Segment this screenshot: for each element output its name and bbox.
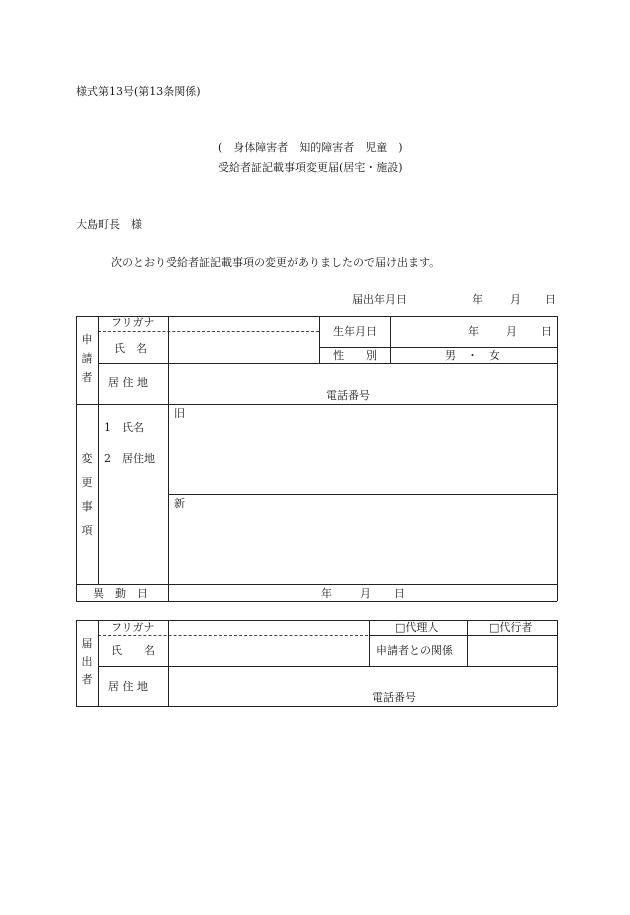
proxy-checkbox-label[interactable]: □代行者 [489,621,533,634]
notifier-furigana-label: フリガナ [111,621,155,634]
change-date-label: 異 動 日 [93,587,148,600]
title-categories: ( 身体障害者 知的障害者 児童 ) [218,141,403,154]
relation-label: 申請者との関係 [376,644,453,657]
addressee: 大島町長 様 [76,218,142,231]
sex-options: 男 ・ 女 [445,349,500,362]
agent-checkbox-label[interactable]: □代理人 [395,621,439,634]
applicant-name-label: 氏 名 [114,342,147,355]
form-number: 様式第13号(第13条関係) [76,85,201,98]
change-item-address: 2 居住地 [104,452,155,465]
new-label: 新 [174,497,185,510]
change-year: 年 [321,587,332,600]
birth-year: 年 [468,325,479,338]
applicant-section-label: 申 請 者 [81,333,93,384]
change-day: 日 [394,587,405,600]
submission-date-label: 届出年月日 [352,293,407,306]
change-item-name: 1 氏名 [104,421,144,434]
change-month: 月 [360,587,371,600]
applicant-phone-label: 電話番号 [326,389,370,402]
applicant-furigana-label: フリガナ [111,316,155,329]
changes-section-label: 変 更 事 項 [81,452,93,537]
notifier-name-label: 氏 名 [111,644,155,657]
form-title: 受給者証記載事項変更届(居宅・施設) [218,161,403,174]
birth-month: 月 [506,325,517,338]
submission-month: 月 [510,293,521,306]
submission-year: 年 [472,293,483,306]
notifier-phone-label: 電話番号 [372,691,416,704]
sex-label: 性 別 [333,349,377,362]
birth-day: 日 [541,325,552,338]
submission-day: 日 [545,293,556,306]
old-label: 旧 [174,407,185,420]
intro-text: 次のとおり受給者証記載事項の変更がありましたので届け出ます。 [111,256,441,269]
notifier-section-label: 届 出 者 [81,637,93,686]
applicant-address-label: 居 住 地 [108,376,148,389]
notifier-address-label: 居 住 地 [108,680,148,693]
birth-date-label: 生年月日 [333,325,377,338]
